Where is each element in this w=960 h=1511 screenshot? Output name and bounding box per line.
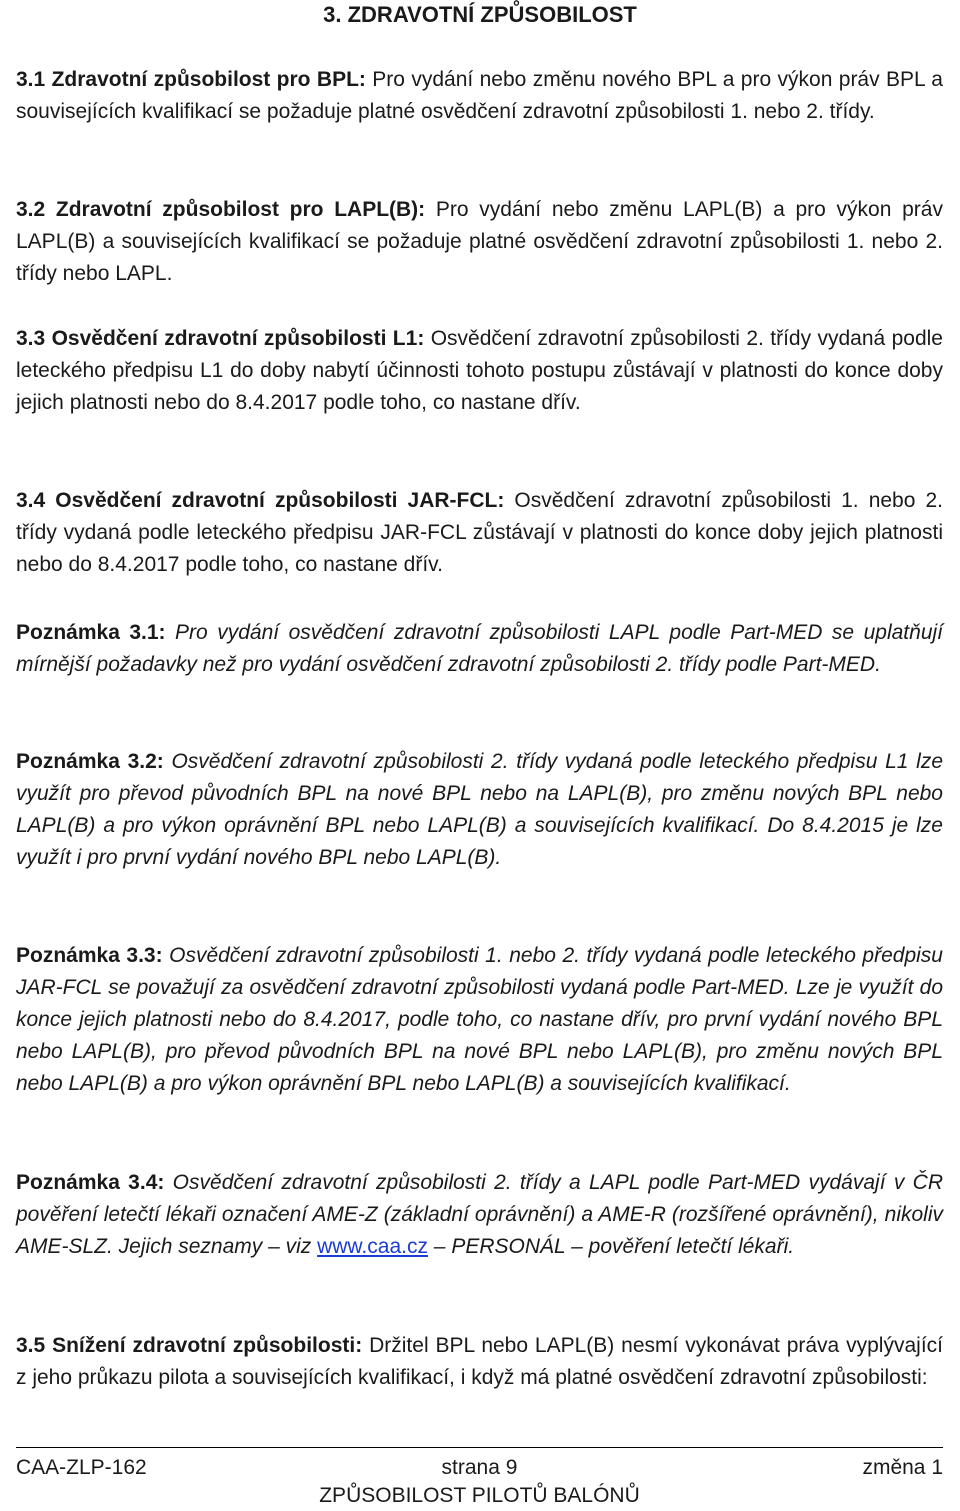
note-3-4	[16, 1167, 943, 1263]
paragraph-heading: 3.1 Zdravotní způsobilost pro BPL:	[16, 68, 366, 91]
footer-page-number: strana 9	[441, 1456, 518, 1479]
paragraph-text: Osvědčení zdravotní způsobilosti 2. třídy vydaná podle leteckého předpisu L1 do doby nabytí účinnosti tohoto postupu zůstávají v platnosti do konce doby jejich platnosti nebo do 8.4.2017 podle toho, co nastane dřív.	[16, 327, 943, 414]
paragraph-heading: 3.3 Osvědčení zdravotní způsobilosti L1:	[16, 327, 425, 350]
paragraph-heading: 3.4 Osvědčení zdravotní způsobilosti JAR-FCL:	[16, 489, 505, 512]
page-footer	[16, 1447, 943, 1510]
paragraph-heading: 3.2 Zdravotní způsobilost pro LAPL(B):	[16, 198, 426, 221]
note-text: Osvědčení zdravotní způsobilosti 1. nebo 2. třídy vydaná podle leteckého předpisu JAR-FCL se považují za osvědčení zdravotní způsobilosti vydaná podle Part-MED. Lze je využít do konce jejich platnosti nebo do 8.4.2017, podle toho, co nastane dřív, pro první vydání nového BPL nebo LAPL(B), pro převod původních BPL na nové BPL nebo LAPL(B), pro změnu nových BPL nebo LAPL(B) a pro výkon oprávnění BPL nebo LAPL(B) a souvisejících kvalifikací.	[16, 944, 943, 1095]
note-text: Pro vydání osvědčení zdravotní způsobilosti LAPL podle Part-MED se uplatňují mírnější požadavky než pro vydání osvědčení zdravotní způsobilosti 2. třídy podle Part-MED.	[16, 621, 943, 676]
note-text-after: – PERSONÁL – pověření letečtí lékaři.	[427, 1235, 795, 1258]
paragraph-3-2	[16, 194, 943, 290]
note-text: Osvědčení zdravotní způsobilosti 2. třídy vydaná podle leteckého předpisu L1 lze využít pro převod původních BPL na nové BPL nebo na LAPL(B), pro změnu nových BPL nebo LAPL(B) a pro výkon oprávnění BPL nebo LAPL(B) a souvisejících kvalifikací. Do 8.4.2015 je lze využít i pro první vydání nového BPL nebo LAPL(B).	[16, 750, 943, 869]
paragraph-text: Pro vydání nebo změnu LAPL(B) a pro výkon práv LAPL(B) a souvisejících kvalifikací se požaduje platné osvědčení zdravotní způsobilosti 1. nebo 2. třídy nebo LAPL.	[16, 198, 943, 285]
note-heading: Poznámka 3.1:	[16, 621, 166, 644]
footer-doc-id: CAA-ZLP-162	[16, 1456, 147, 1479]
paragraph-3-1	[16, 64, 943, 128]
caa-website-link[interactable]: www.caa.cz	[317, 1235, 428, 1258]
paragraph-3-4	[16, 485, 943, 581]
note-3-1	[16, 617, 943, 681]
paragraph-3-5	[16, 1330, 943, 1394]
footer-row	[16, 1454, 943, 1482]
note-heading: Poznámka 3.2:	[16, 750, 164, 773]
footer-subtitle: ZPŮSOBILOST PILOTŮ BALÓNŮ	[319, 1484, 640, 1507]
footer-change: změna 1	[862, 1456, 943, 1479]
note-heading: Poznámka 3.3:	[16, 944, 163, 967]
section-title: 3. ZDRAVOTNÍ ZPŮSOBILOST	[323, 2, 637, 27]
paragraph-text: Pro vydání nebo změnu nového BPL a pro výkon práv BPL a souvisejících kvalifikací se požaduje platné osvědčení zdravotní způsobilosti 1. nebo 2. třídy.	[16, 68, 943, 123]
note-3-2	[16, 746, 943, 874]
paragraph-text: Osvědčení zdravotní způsobilosti 1. nebo 2. třídy vydaná podle leteckého předpisu JAR-FCL zůstávají v platnosti do konce doby jejich platnosti nebo do 8.4.2017 podle toho, co nastane dřív.	[16, 489, 943, 576]
note-text-before: Osvědčení zdravotní způsobilosti 2. třídy a LAPL podle Part-MED vydávají v ČR pověření letečtí lékaři označení AME-Z (základní oprávnění) a AME-R (rozšířené oprávnění), nikoliv AME-SLZ. Jejich seznamy – viz	[16, 1171, 943, 1258]
paragraph-heading: 3.5 Snížení zdravotní způsobilosti:	[16, 1334, 363, 1357]
note-3-3	[16, 940, 943, 1100]
paragraph-3-3	[16, 323, 943, 419]
note-heading: Poznámka 3.4:	[16, 1171, 165, 1194]
paragraph-text: Držitel BPL nebo LAPL(B) nesmí vykonávat práva vyplývající z jeho průkazu pilota a souvisejících kvalifikací, i když má platné osvědčení zdravotní způsobilosti:	[16, 1334, 943, 1389]
